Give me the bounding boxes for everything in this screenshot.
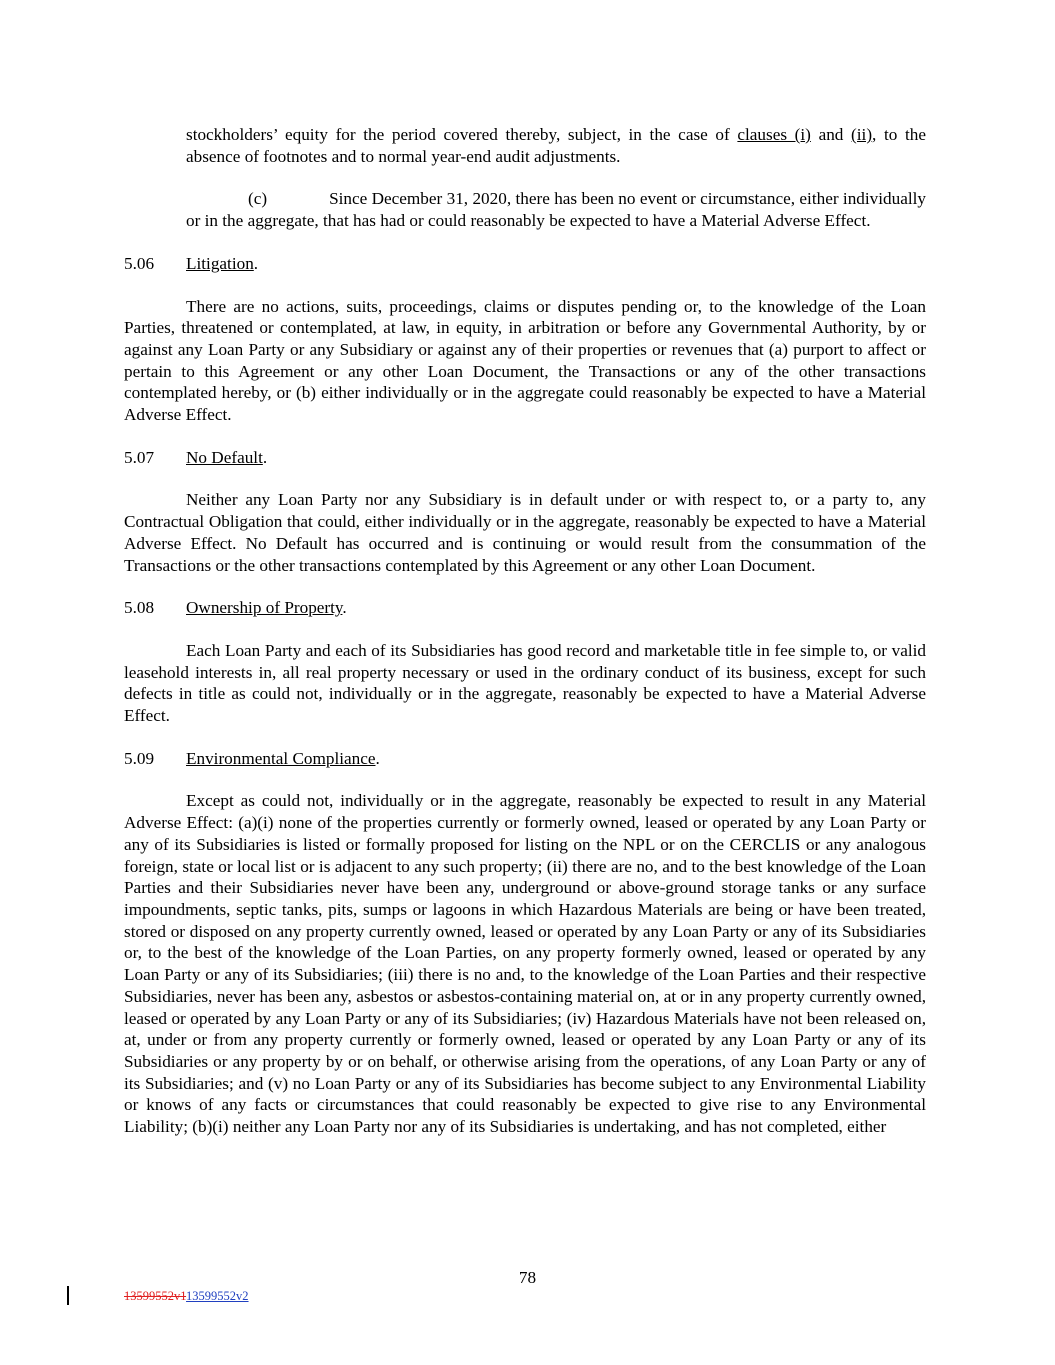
section-heading-5-09: 5.09 Environmental Compliance. bbox=[124, 748, 380, 768]
paragraph-c bbox=[186, 188, 926, 231]
section-title: Ownership of Property bbox=[186, 598, 343, 618]
text-run: , to the absence of footnotes and to normal year-end audit adjustments. bbox=[186, 125, 927, 166]
section-body-5-09: Except as could not, individually or in the aggregate, reasonably be expected to result in any Material Adverse Effect: (a)(i) none of the properties currently or formerly owned, leased or operated by any Loan Party or any of its Subsidiaries is listed or formally proposed for listing on the NPL or on the CERCLIS or any analogous foreign, state or local list or is adjacent to any such property; (ii) there are no, and to the best knowledge of the Loan Parties and their Subsidiaries never have been any, underground or above-ground storage tanks or any surface impoundments, septic tanks, pits, sumps or lagoons in which Hazardous Materials are being or have been treated, stored or disposed on any property currently owned, leased or operated by any Loan Party or any of its Subsidiaries or, to the best of the knowledge of the Loan Parties, on any property formerly owned, leased or operated by any Loan Party or any of its Subsidiaries; (iii) there is no and, to the knowledge of the Loan Parties and their respective Subsidiaries, never has been any, asbestos or asbestos-containing material on, at or in any property currently owned, leased or operated by any Loan Party or any of its Subsidiaries; (iv) Hazardous Materials have not been released on, at, under or from any property currently or formerly owned, leased or operated by any Loan Party or any of its Subsidiaries or any property by or on behalf, or otherwise arising from the operations, of any Loan Party or any of its Subsidiaries; and (v) no Loan Party or any of its Subsidiaries has become subject to any Environmental Liability or knows of any facts or circumstances that could reasonably be expected to give rise to any Environmental Liability; (b)(i) neither any Loan Party nor any of its Subsidiaries is undertaking, and has not completed, either bbox=[124, 791, 926, 1137]
paragraph-text: Since December 31, 2020, there has been no event or circumstance, either individually or in the aggregate, that has had or could reasonably be expected to have a Material Adverse Effect. bbox=[186, 189, 926, 231]
page-body bbox=[124, 124, 926, 1138]
section-body-5-06: There are no actions, suits, proceedings, claims or disputes pending or, to the knowledge of the Loan Parties, threatened or contemplated, at law, in equity, in arbitration or before any Governmental Authority, by or against any Loan Party or any Subsidiary or against any of their properties or revenues that (a) purport to affect or pertain to this Agreement or any other Loan Document, the Transactions or any of the other transactions contemplated hereby, or (b) either individually or in the aggregate could reasonably be expected to have a Material Adverse Effect. bbox=[124, 296, 926, 425]
section-number: 5.09 bbox=[124, 748, 155, 768]
section-heading-5-07: 5.07 No Default. bbox=[124, 447, 268, 467]
section-heading-5-06: 5.06 Litigation. bbox=[124, 253, 259, 273]
paragraph-continuation bbox=[186, 124, 926, 167]
section-title: Litigation bbox=[186, 253, 254, 273]
section-body-5-07: Neither any Loan Party nor any Subsidiary is in default under or with respect to, or a party to, any Contractual Obligation that could, either individually or in the aggregate, reasonably be expected to have a Material Adverse Effect. No Default has occurred and is continuing or would result from the consummation of the Transactions or the other transactions contemplated by this Agreement or any other Loan Document. bbox=[124, 490, 926, 575]
section-number: 5.08 bbox=[124, 598, 155, 618]
document-id-inserted: 13599552v2 bbox=[186, 1289, 249, 1303]
page-number: 78 bbox=[518, 1268, 537, 1287]
text-run: stockholders’ equity for the period covered thereby, subject, in the case of bbox=[186, 125, 730, 144]
clause-reference: clauses (i) bbox=[737, 125, 811, 144]
section-number: 5.07 bbox=[124, 447, 155, 467]
section-heading-5-08: 5.08 Ownership of Property. bbox=[124, 598, 347, 618]
section-number: 5.06 bbox=[124, 253, 155, 273]
revision-change-bar bbox=[67, 1286, 69, 1305]
document-id bbox=[124, 1289, 249, 1304]
clause-reference: (ii) bbox=[851, 125, 873, 144]
section-title: No Default bbox=[186, 447, 263, 467]
section-title: Environmental Compliance bbox=[186, 748, 376, 768]
section-body-5-08: Each Loan Party and each of its Subsidiaries has good record and marketable title in fee simple to, or valid leasehold interests in, all real property necessary or used in the ordinary conduct of its business, except for such defects in title as could not, individually or in the aggregate, reasonably be expected to have a Material Adverse Effect. bbox=[124, 640, 926, 726]
document-id-deleted: 13599552v1 bbox=[124, 1289, 187, 1303]
text-run: and bbox=[818, 125, 844, 144]
paragraph-label: (c) bbox=[248, 189, 268, 209]
